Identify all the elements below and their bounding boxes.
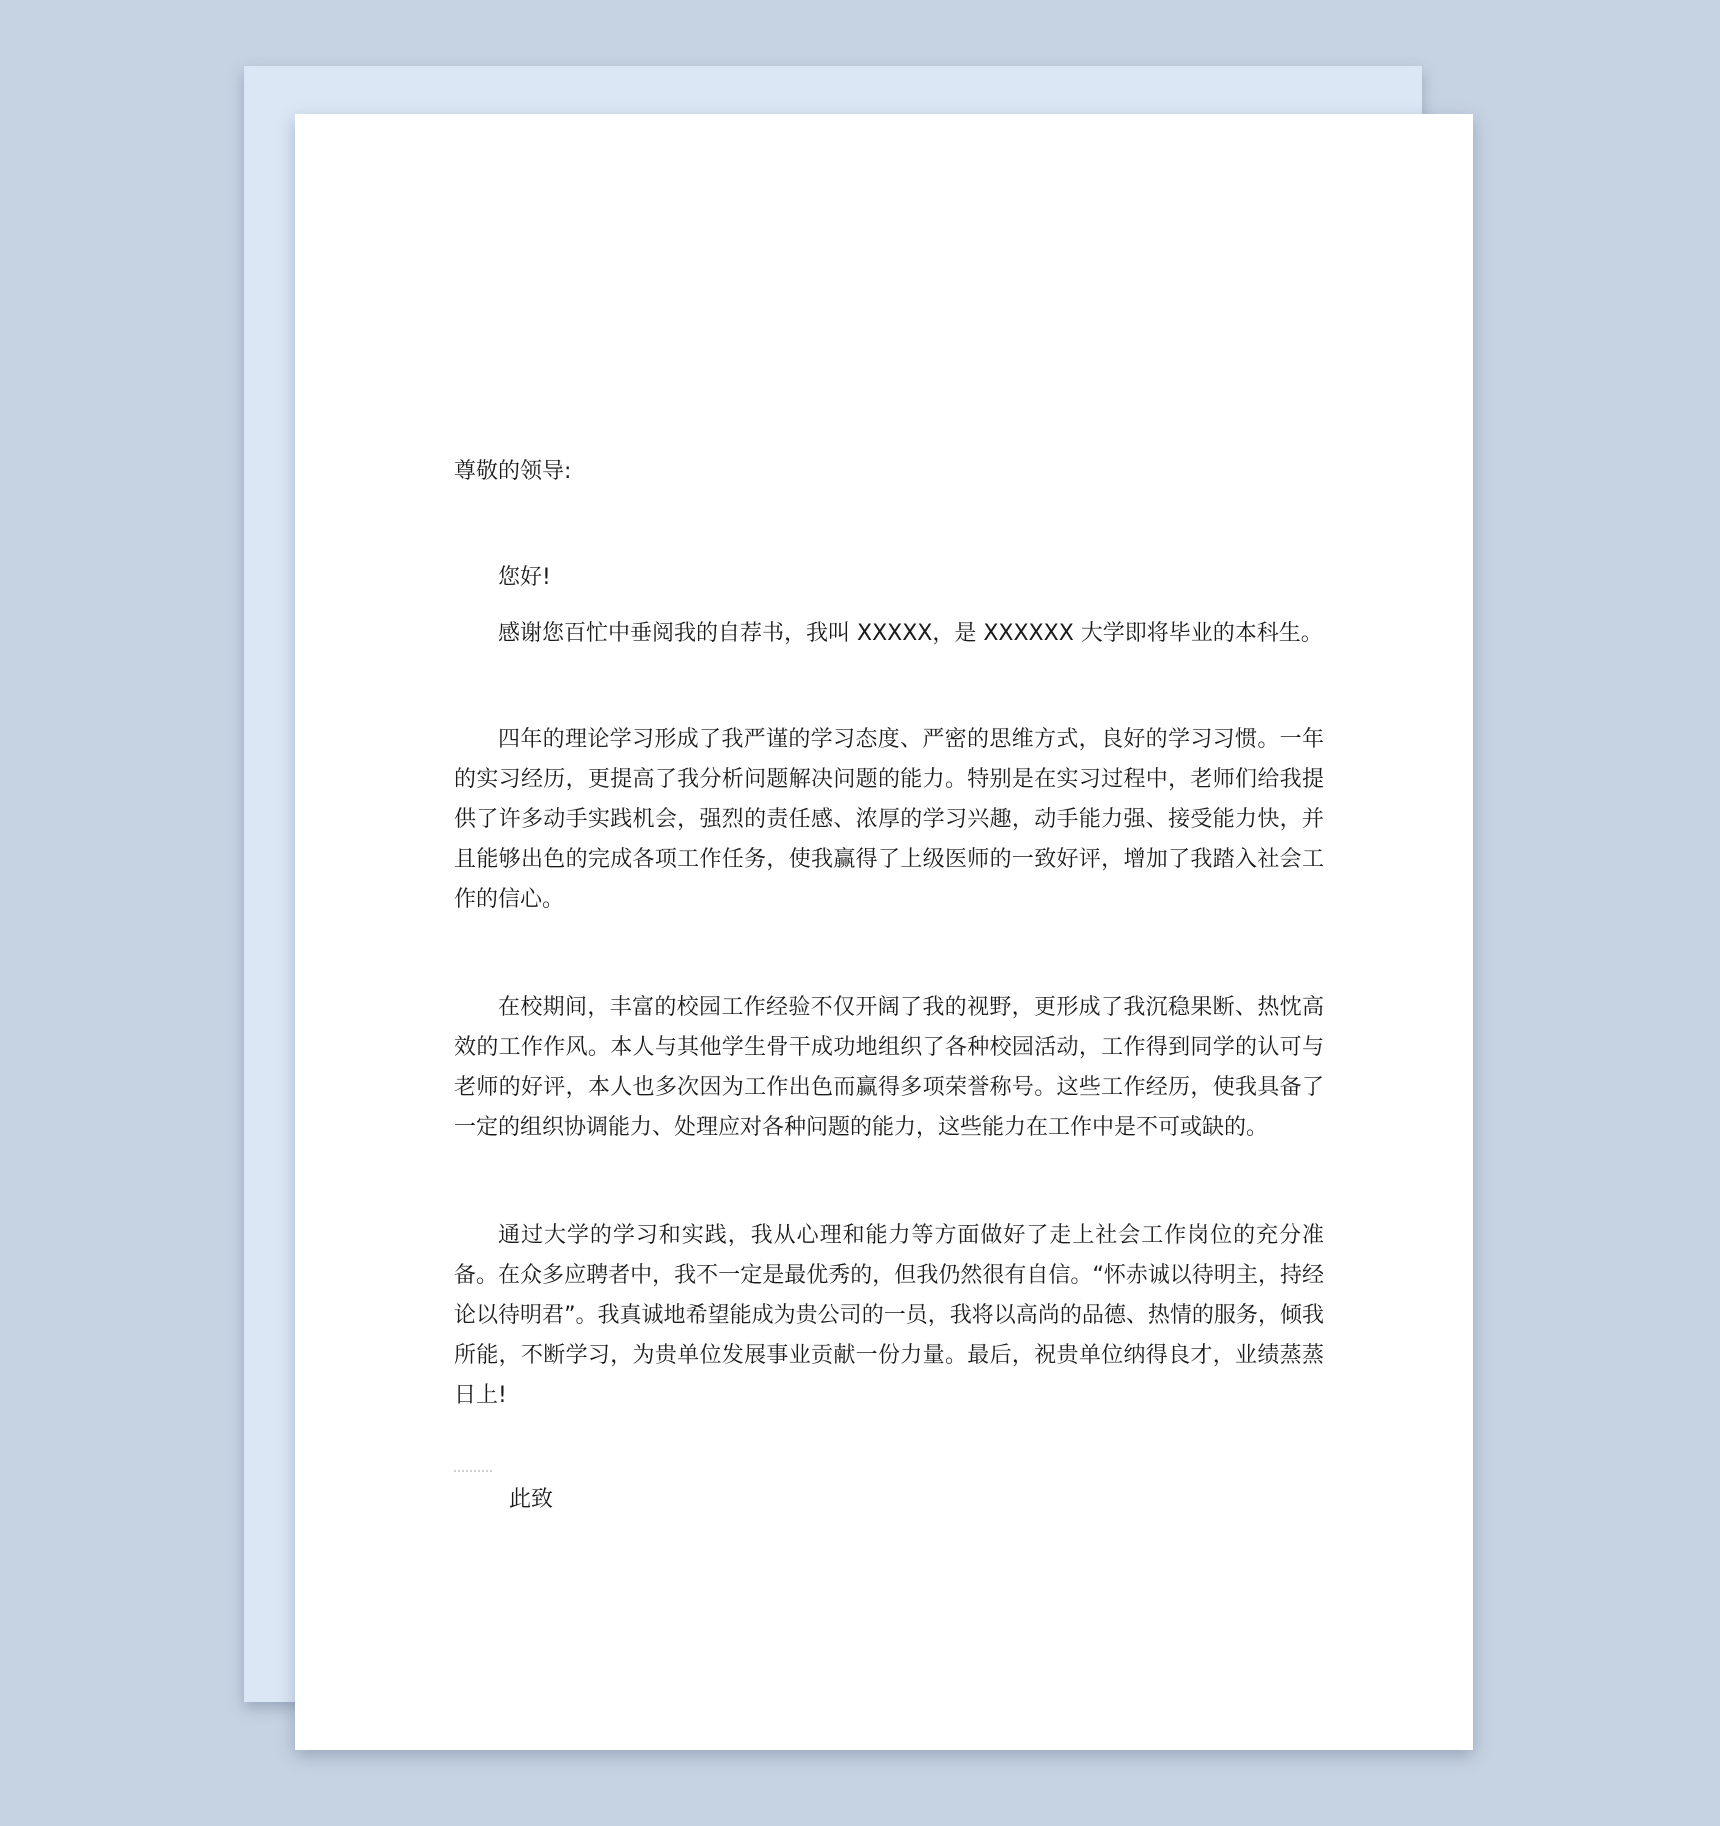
faint-cut-off-text	[454, 1470, 492, 1478]
intro-paragraph: 感谢您百忙中垂阅我的自荐书，我叫 XXXXX，是 XXXXXX 大学即将毕业的本科生。	[498, 621, 1323, 646]
cover-letter-body	[454, 452, 1324, 1520]
paragraph-readiness: 通过大学的学习和实践，我从心理和能力等方面做好了走上社会工作岗位的充分准备。在众多应聘者中，我不一定是最优秀的，但我仍然很有自信。“怀赤诚以待明主，持经论以待明君”。我真诚地希望能成为贵公司的一员，我将以高尚的品德、热情的服务，倾我所能，不断学习，为贵单位发展事业贡献一份力量。最后，祝贵单位纳得良才，业绩蒸蒸日上!	[454, 1223, 1324, 1408]
document-page	[295, 114, 1473, 1750]
salutation: 尊敬的领导:	[454, 459, 572, 484]
paragraph-study-experience: 四年的理论学习形成了我严谨的学习态度、严密的思维方式，良好的学习习惯。一年的实习经历，更提高了我分析问题解决问题的能力。特别是在实习过程中，老师们给我提供了许多动手实践机会，强烈的责任感、浓厚的学习兴趣，动手能力强、接受能力快，并且能够出色的完成各项工作任务，使我赢得了上级医师的一致好评，增加了我踏入社会工作的信心。	[454, 727, 1324, 912]
closing-phrase: 此致	[509, 1487, 554, 1512]
paragraph-campus-work: 在校期间，丰富的校园工作经验不仅开阔了我的视野，更形成了我沉稳果断、热忱高效的工作作风。本人与其他学生骨干成功地组织了各种校园活动，工作得到同学的认可与老师的好评，本人也多次因为工作出色而赢得多项荣誉称号。这些工作经历，使我具备了一定的组织协调能力、处理应对各种问题的能力，这些能力在工作中是不可或缺的。	[454, 995, 1324, 1140]
greeting: 您好!	[498, 565, 551, 590]
